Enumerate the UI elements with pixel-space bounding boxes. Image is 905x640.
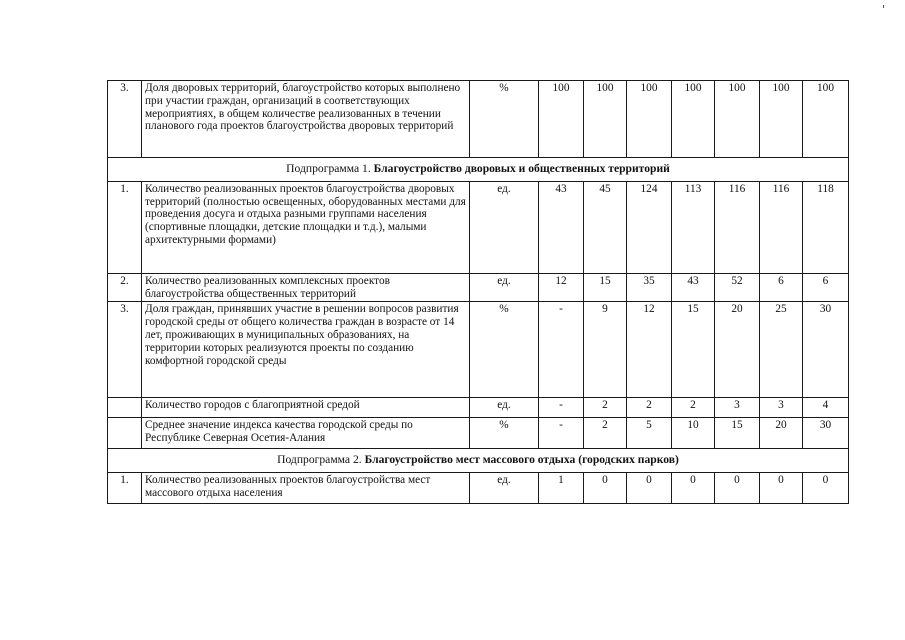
value-cell: 2 [627, 398, 672, 418]
value-cell: 12 [627, 302, 672, 398]
unit-of-measure: ед. [470, 473, 539, 504]
unit-of-measure: % [470, 418, 539, 449]
value-cell: 124 [627, 181, 672, 273]
table-row [108, 273, 849, 302]
unit-of-measure: ед. [470, 181, 539, 273]
row-number: 1. [108, 181, 142, 273]
value-cell: 2 [584, 418, 627, 449]
value-cell: 0 [672, 473, 715, 504]
value-cell: 15 [672, 302, 715, 398]
value-cell: 6 [760, 273, 803, 302]
value-cell: 100 [539, 81, 584, 158]
indicator-name: Количество реализованных проектов благоустройства дворовых территорий (полностью освещенных, оборудованных местами для проведения досуга и отдыха разными группами населения (спортивные площадки, детские площадки и т.д.), малыми архитектурными формами) [142, 181, 470, 273]
rows-section-1 [108, 181, 849, 449]
table-row [108, 81, 849, 158]
value-cell: 5 [627, 418, 672, 449]
value-cell: 100 [760, 81, 803, 158]
indicator-name: Количество городов с благоприятной средой [142, 398, 470, 418]
value-cell: 30 [803, 418, 849, 449]
unit-of-measure: % [470, 302, 539, 398]
value-cell: 2 [672, 398, 715, 418]
value-cell: 10 [672, 418, 715, 449]
value-cell: - [539, 418, 584, 449]
value-cell: 9 [584, 302, 627, 398]
value-cell: 52 [715, 273, 760, 302]
section-1-title [108, 158, 849, 182]
value-cell: 15 [715, 418, 760, 449]
table-row [108, 302, 849, 398]
value-cell: 100 [672, 81, 715, 158]
unit-of-measure: % [470, 81, 539, 158]
section-2-header [108, 449, 849, 473]
indicator-name: Доля граждан, принявших участие в решении вопросов развития городской среды от общего количества граждан в возрасте от 14 лет, проживающих в муниципальных образованиях, на территории которых реализуются проекты по созданию комфортной городской среды [142, 302, 470, 398]
table-row [108, 418, 849, 449]
unit-of-measure: ед. [470, 273, 539, 302]
value-cell: 0 [584, 473, 627, 504]
row-number [108, 418, 142, 449]
value-cell: 116 [760, 181, 803, 273]
value-cell: 45 [584, 181, 627, 273]
table-row [108, 181, 849, 273]
value-cell: 118 [803, 181, 849, 273]
section-1-prefix: Подпрограмма 1. [286, 162, 374, 175]
value-cell: 100 [803, 81, 849, 158]
value-cell: 1 [539, 473, 584, 504]
row-number: 3. [108, 302, 142, 398]
section-1-header [108, 158, 849, 182]
table-row [108, 473, 849, 504]
row-number: 1. [108, 473, 142, 504]
rows-section-2 [108, 473, 849, 504]
value-cell: 100 [627, 81, 672, 158]
value-cell: 43 [672, 273, 715, 302]
row-number: 2. [108, 273, 142, 302]
section-2-prefix: Подпрограмма 2. [277, 453, 365, 467]
value-cell: 20 [715, 302, 760, 398]
indicator-table-page [107, 80, 841, 504]
value-cell: - [539, 398, 584, 418]
value-cell: 30 [803, 302, 849, 398]
indicator-name: Доля дворовых территорий, благоустройство которых выполнено при участии граждан, организаций в соответствующих мероприятиях, в общем количестве реализованных в течении планового года проектов благоустройства дворовых территорий [142, 81, 470, 158]
section-2-name: Благоустройство мест массового отдыха (городских парков) [364, 453, 679, 467]
value-cell: 35 [627, 273, 672, 302]
row-number [108, 398, 142, 418]
value-cell: 100 [584, 81, 627, 158]
indicator-table [107, 80, 849, 504]
value-cell: 3 [760, 398, 803, 418]
value-cell: 0 [627, 473, 672, 504]
rows-top [108, 81, 849, 158]
value-cell: 0 [715, 473, 760, 504]
value-cell: 43 [539, 181, 584, 273]
value-cell: 12 [539, 273, 584, 302]
value-cell: 0 [803, 473, 849, 504]
value-cell: 15 [584, 273, 627, 302]
section-1-name: Благоустройство дворовых и общественных территорий [373, 162, 670, 175]
scan-mark [883, 5, 884, 8]
indicator-name: Количество реализованных комплексных проектов благоустройства общественных территорий [142, 273, 470, 302]
indicator-name: Количество реализованных проектов благоустройства мест массового отдыха населения [142, 473, 470, 504]
value-cell: 0 [760, 473, 803, 504]
value-cell: 3 [715, 398, 760, 418]
indicator-name: Среднее значение индекса качества городской среды по Республике Северная Осетия-Алания [142, 418, 470, 449]
value-cell: 116 [715, 181, 760, 273]
value-cell: 25 [760, 302, 803, 398]
value-cell: 6 [803, 273, 849, 302]
value-cell: 2 [584, 398, 627, 418]
value-cell: 20 [760, 418, 803, 449]
row-number: 3. [108, 81, 142, 158]
unit-of-measure: ед. [470, 398, 539, 418]
value-cell: - [539, 302, 584, 398]
value-cell: 4 [803, 398, 849, 418]
value-cell: 113 [672, 181, 715, 273]
section-2-title [108, 449, 849, 473]
table-row [108, 398, 849, 418]
value-cell: 100 [715, 81, 760, 158]
